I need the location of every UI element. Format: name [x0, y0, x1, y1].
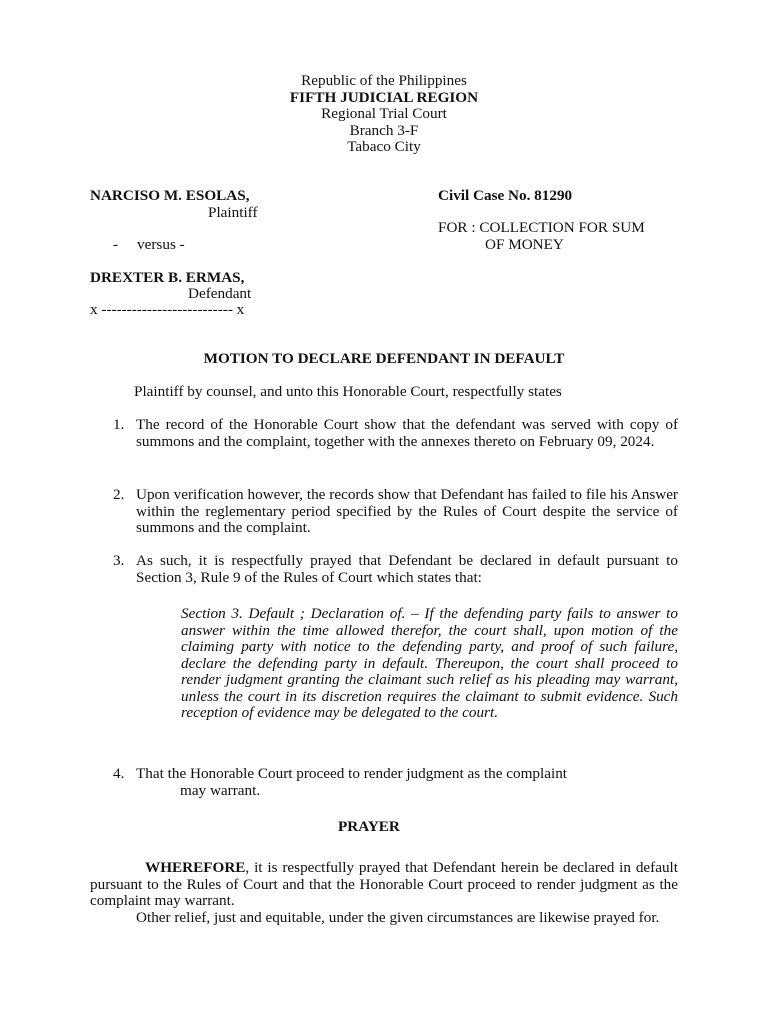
header-branch: Branch 3-F — [349, 121, 419, 139]
prayer-heading: PRAYER — [338, 818, 400, 835]
case-nature-line1: FOR : COLLECTION FOR SUM — [438, 219, 645, 236]
plaintiff-role: Plaintiff — [208, 204, 258, 221]
intro-paragraph: Plaintiff by counsel, and unto this Honorable Court, respectfully states — [134, 383, 562, 400]
defendant-role: Defendant — [188, 285, 252, 302]
item-number: 1. — [113, 416, 125, 433]
item-1-text: The record of the Honorable Court show that the defendant was served with copy of summons and the complaint, together with the annexes thereto on February 09, 2024. — [136, 416, 678, 450]
item-4-text-line1: That the Honorable Court proceed to render judgment as the complaint — [136, 765, 568, 782]
wherefore-word: WHEREFORE — [145, 859, 246, 876]
item-4-text-line2: may warrant. — [180, 782, 261, 799]
motion-title: MOTION TO DECLARE DEFENDANT IN DEFAULT — [203, 350, 565, 367]
item-3-text: As such, it is respectfully prayed that Defendant be declared in default pursuant to Section 3, Rule 9 of the Rules of Court which states that: — [136, 552, 678, 586]
item-2-text: Upon verification however, the records show that Defendant has failed to file his Answer within the reglementary period specified by the Rules of Court despite the service of summons and the complaint. — [136, 486, 678, 536]
rule-quotation: Section 3. Default ; Declaration of. – If the defending party fails to answer to answer within the time allowed therefor, the court shall, upon motion of the claiming party with notice to the defending party, and proof of such failure, declare the defending party in default. Thereupon, the court shall proceed to render judgment granting the claimant such relief as his pleading may warrant, unless the court in its discretion requires the claimant to submit evidence. Such reception of evidence may be delegated to the court. — [181, 605, 678, 721]
case-number: Civil Case No. 81290 — [438, 187, 573, 204]
header-court: Regional Trial Court — [321, 105, 447, 122]
other-relief-paragraph: Other relief, just and equitable, under the given circumstances are likewise prayed for. — [136, 909, 660, 926]
case-nature-line2: OF MONEY — [485, 236, 564, 253]
header-city: Tabaco City — [347, 138, 421, 155]
plaintiff-name: NARCISO M. ESOLAS, — [90, 187, 250, 204]
prayer-paragraph-text: , it is respectfully prayed that Defendant herein be declared in default pursuant to the Rules of Court and that the Honorable Court proceed to render judgment as the complaint may warrant. — [90, 859, 678, 909]
prayer-paragraph — [90, 860, 678, 910]
header-republic: Republic of the Philippines — [301, 72, 467, 89]
item-number: 4. — [113, 765, 125, 782]
defendant-name: DREXTER B. ERMAS, — [90, 269, 245, 286]
item-number: 3. — [113, 552, 125, 569]
item-number: 2. — [113, 486, 125, 503]
versus-label: - versus - — [113, 236, 185, 253]
caption-separator: x -------------------------- x — [90, 301, 245, 318]
court-header — [0, 73, 768, 156]
header-region: FIFTH JUDICIAL REGION — [289, 88, 479, 106]
